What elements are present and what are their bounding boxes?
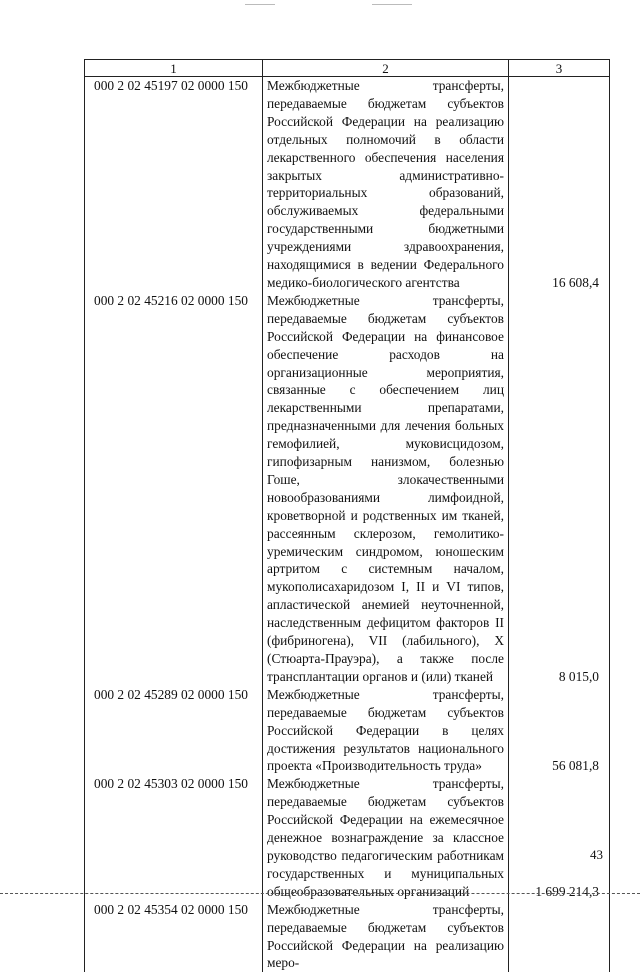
budget-table bbox=[84, 59, 610, 972]
table-header-row bbox=[85, 60, 610, 77]
table-row bbox=[85, 901, 610, 972]
scan-artifact bbox=[372, 4, 412, 5]
budget-description: Межбюджетные трансферты, передаваемые бюджетам субъектов Российской Федерации в целях достижения результатов национального проекта «Производительность труда» bbox=[263, 686, 509, 776]
table-row bbox=[85, 686, 610, 776]
scan-artifact bbox=[245, 4, 275, 5]
budget-description: Межбюджетные трансферты, передаваемые бюджетам субъектов Российской Федерации на реализацию меро- bbox=[263, 901, 509, 972]
table-row bbox=[85, 292, 610, 686]
budget-code: 000 2 02 45303 02 0000 150 bbox=[85, 775, 263, 900]
budget-amount bbox=[509, 901, 610, 972]
budget-amount: 1 699 214,3 bbox=[509, 775, 610, 900]
budget-code: 000 2 02 45354 02 0000 150 bbox=[85, 901, 263, 972]
budget-description: Межбюджетные трансферты, передаваемые бюджетам субъектов Российской Федерации на ежемесячное денежное вознаграждение за классное руководство педагогическим работникам государственных и муниципальных общеобразовательных организаций bbox=[263, 775, 509, 900]
budget-description: Межбюджетные трансферты, передаваемые бюджетам субъектов Российской Федерации на финансовое обеспечение расходов на организационные мероприятия, связанные с обеспечением лиц лекарственными препаратами, предназначенными для лечения больных гемофилией, муковисцидозом, гипофизарным нанизмом, болезнью Гоше, злокачественными новообразованиями лимфоидной, кроветворной и родственных им тканей, рассеянным склерозом, гемолитико-уремическим синдромом, юношеским артритом с системным началом, мукополисахаридозом I, II и VI типов, апластической анемией неуточненной, наследственным дефицитом факторов II (фибриногена), VII (лабильного), X (Стюарта-Прауэра), а также после трансплантации органов и (или) тканей bbox=[263, 292, 509, 686]
budget-amount: 8 015,0 bbox=[509, 292, 610, 686]
bottom-divider bbox=[0, 893, 640, 894]
budget-code: 000 2 02 45216 02 0000 150 bbox=[85, 292, 263, 686]
budget-description: Межбюджетные трансферты, передаваемые бюджетам субъектов Российской Федерации на реализацию отдельных полномочий в области лекарственного обеспечения населения закрытых административно-территориальных образований, обслуживаемых федеральными государственными бюджетными учреждениями здравоохранения, находящимися в ведении Федерального медико-биологического агентства bbox=[263, 77, 509, 292]
column-header-amount: 3 bbox=[509, 60, 610, 77]
page-number: 43 bbox=[590, 847, 603, 862]
column-header-code: 1 bbox=[85, 60, 263, 77]
budget-amount: 56 081,8 bbox=[509, 686, 610, 776]
table-row bbox=[85, 775, 610, 900]
table-row bbox=[85, 77, 610, 292]
budget-code: 000 2 02 45197 02 0000 150 bbox=[85, 77, 263, 292]
column-header-description: 2 bbox=[263, 60, 509, 77]
budget-amount: 16 608,4 bbox=[509, 77, 610, 292]
budget-code: 000 2 02 45289 02 0000 150 bbox=[85, 686, 263, 776]
